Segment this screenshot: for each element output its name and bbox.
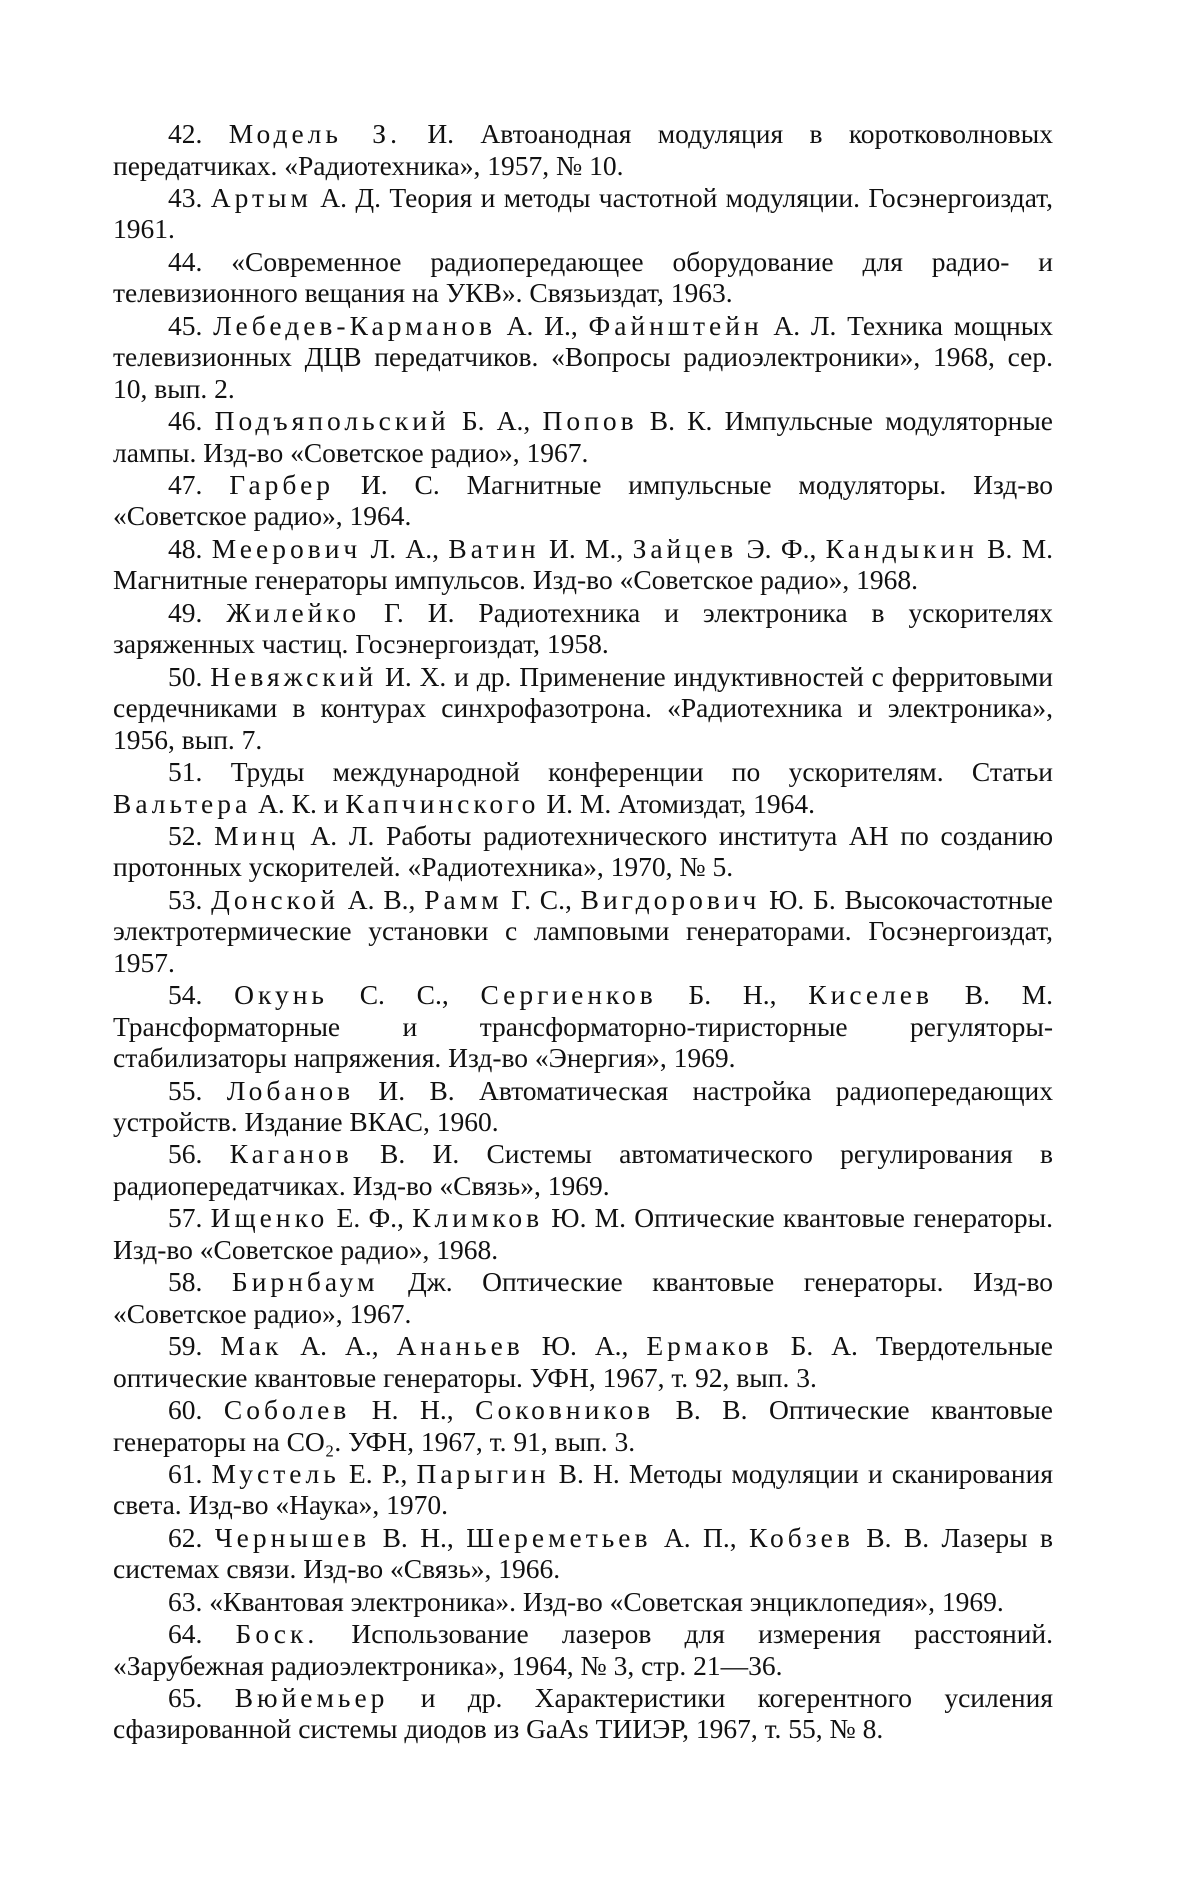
reference-author: Окунь bbox=[234, 979, 328, 1011]
reference-text: Э. Ф., bbox=[737, 532, 826, 564]
reference-text: Е. Р., bbox=[339, 1457, 417, 1489]
reference-text: А. Д. Теория и методы частотной модуляции. Госэнергоиздат, 1961. bbox=[113, 181, 1054, 245]
reference-number: 65. bbox=[168, 1681, 203, 1713]
reference-number: 47. bbox=[168, 468, 203, 500]
reference-author: Меерович bbox=[211, 532, 362, 564]
reference-text: Б. А. Твердотельные оптические квантовые генераторы. УФН, 1967, т. 92, вып. 3. bbox=[113, 1330, 1053, 1393]
reference-text: И. С. Магнитные импульсные модуляторы. Изд-во «Советское радио», 1964. bbox=[113, 468, 1054, 532]
reference-text: Ю. А., bbox=[523, 1330, 647, 1362]
reference-entry bbox=[113, 979, 1053, 1074]
reference-text: А. И., bbox=[495, 309, 589, 341]
reference-entry bbox=[113, 820, 1053, 883]
reference-entry bbox=[113, 1522, 1053, 1585]
reference-entry bbox=[113, 661, 1053, 756]
reference-text: Использование лазеров для измерения расстояний. «Зарубежная радиоэлектроника», 1964, № 3, стр. 21—36. bbox=[113, 1618, 1053, 1681]
reference-text: Ю. Б. Высокочастотные электротермические установки с ламповыми генераторами. Госэнергоиздат, 1957. bbox=[113, 883, 1053, 978]
reference-number: 48. bbox=[168, 532, 203, 564]
reference-text: И. Автоанодная модуляция в коротковолновых передатчиках. «Радиотехника», 1957, № 10. bbox=[113, 118, 1054, 181]
reference-author: Рамм bbox=[424, 883, 503, 915]
reference-number: 43. bbox=[168, 181, 203, 213]
reference-author: Боск. bbox=[235, 1618, 319, 1650]
reference-text: В. В. Оптические квантовые генераторы на CO₂. УФН, 1967, т. 91, вып. 3. bbox=[113, 1394, 1053, 1457]
reference-number: 49. bbox=[168, 596, 203, 628]
reference-entry bbox=[113, 884, 1053, 979]
reference-entry bbox=[113, 533, 1053, 596]
reference-entry bbox=[113, 1458, 1053, 1521]
reference-entry bbox=[113, 469, 1053, 532]
reference-number: 50. bbox=[168, 660, 203, 692]
reference-text: А. А., bbox=[282, 1330, 397, 1362]
reference-number: 58. bbox=[168, 1266, 203, 1298]
reference-text: А. В., bbox=[339, 883, 425, 915]
reference-author: Файнштейн bbox=[588, 309, 763, 341]
reference-text: Л. А., bbox=[361, 532, 449, 564]
reference-author: Сергиенков bbox=[480, 979, 657, 1011]
reference-number: 59. bbox=[168, 1330, 203, 1362]
reference-author: Бирнбаум bbox=[231, 1266, 379, 1298]
reference-entry bbox=[113, 1330, 1053, 1393]
reference-entry bbox=[113, 1586, 1053, 1618]
reference-entry bbox=[113, 246, 1053, 309]
reference-number: 63. bbox=[168, 1585, 203, 1617]
reference-author: Донской bbox=[211, 883, 340, 915]
reference-author: Чернышев bbox=[214, 1521, 371, 1553]
reference-list bbox=[113, 118, 1053, 1746]
reference-number: 45. bbox=[168, 309, 203, 341]
reference-text: А. Л. Работы радиотехнического института АН по созданию протонных ускорителей. «Радиотехника», 1970, № 5. bbox=[113, 819, 1053, 883]
reference-number: 62. bbox=[168, 1521, 203, 1553]
reference-number: 64. bbox=[168, 1618, 203, 1650]
reference-entry bbox=[113, 1394, 1053, 1457]
reference-entry bbox=[113, 1266, 1053, 1329]
reference-text: Б. Н., bbox=[656, 979, 809, 1011]
reference-author: Кобзев bbox=[749, 1521, 854, 1553]
reference-author: Ананьев bbox=[396, 1330, 524, 1362]
reference-author: Вальтера bbox=[113, 787, 252, 819]
reference-text: И. В. Автоматическая настройка радиопередающих устройств. Издание ВКАС, 1960. bbox=[113, 1074, 1054, 1138]
reference-entry bbox=[113, 405, 1053, 468]
reference-number: 42. bbox=[168, 118, 203, 149]
reference-number: 56. bbox=[168, 1138, 203, 1170]
reference-text: Б. А., bbox=[449, 405, 543, 437]
reference-text: А. П., bbox=[651, 1521, 750, 1553]
reference-text: А. Л. Техника мощных телевизионных ДЦВ передатчиков. «Вопросы радиоэлектроники», 1968, сер. 10, вып. 2. bbox=[113, 309, 1053, 404]
reference-author: Зайцев bbox=[632, 532, 738, 564]
reference-number: 46. bbox=[168, 405, 203, 437]
reference-entry bbox=[113, 1682, 1053, 1745]
reference-author: Ермаков bbox=[646, 1330, 773, 1362]
reference-entry bbox=[113, 118, 1053, 181]
reference-number: 54. bbox=[168, 979, 203, 1011]
reference-author: Соковников bbox=[475, 1394, 655, 1426]
reference-text: «Квантовая электроника». Изд-во «Советская энциклопедия», 1969. bbox=[209, 1585, 1004, 1617]
reference-author: Вигдорович bbox=[580, 883, 761, 915]
reference-author: Подъяпольский bbox=[214, 405, 450, 437]
reference-author: Артым bbox=[210, 181, 312, 213]
reference-entry bbox=[113, 1202, 1053, 1265]
reference-entry bbox=[113, 1618, 1053, 1681]
reference-text: А. К. и bbox=[251, 787, 346, 819]
reference-entry bbox=[113, 756, 1053, 819]
reference-text: В. К. Импульсные модуляторные лампы. Изд-во «Советское радио», 1967. bbox=[113, 405, 1053, 468]
reference-text: И. Х. и др. Применение индуктивностей с ферритовыми сердечниками в контурах синхрофазотрона. «Радиотехника и электроника», 1956, вып. 7. bbox=[113, 660, 1053, 755]
reference-text: Труды международной конференции по ускорителям. Статьи bbox=[230, 756, 1054, 788]
reference-number: 52. bbox=[168, 819, 203, 851]
reference-author: Гарбер bbox=[229, 468, 335, 500]
reference-text: В. Н. Методы модуляции и сканирования света. Изд-во «Наука», 1970. bbox=[113, 1457, 1054, 1521]
reference-text: Н. Н., bbox=[350, 1394, 476, 1426]
reference-text: В. М. Трансформаторные и трансформаторно-тиристорные регуляторы-стабилизаторы напряжения. Изд-во «Энергия», 1969. bbox=[113, 979, 1054, 1074]
reference-text: В. М. Магнитные генераторы импульсов. Изд-во «Советское радио», 1968. bbox=[113, 532, 1054, 596]
reference-number: 57. bbox=[168, 1202, 203, 1234]
reference-text: В. В. Лазеры в системах связи. Изд-во «Связь», 1966. bbox=[113, 1521, 1054, 1585]
reference-author: Киселев bbox=[808, 979, 933, 1011]
reference-author: Вюйемьер bbox=[234, 1681, 389, 1713]
reference-text: Г. И. Радиотехника и электроника в ускорителях заряженных частиц. Госэнергоиздат, 1958. bbox=[113, 596, 1053, 660]
reference-text: и др. Характеристики когерентного усиления сфазированной системы диодов из GaAs ТИИЭР, 1967, т. 55, № 8. bbox=[113, 1681, 1054, 1745]
reference-text: «Современное радиопередающее оборудование для радио- и телевизионного вещания на УКВ». Связьиздат, 1963. bbox=[113, 245, 1054, 309]
reference-author: Жилейко bbox=[226, 596, 361, 628]
reference-text: И. М. Атомиздат, 1964. bbox=[539, 787, 816, 819]
reference-number: 55. bbox=[168, 1074, 203, 1106]
reference-entry bbox=[113, 597, 1053, 660]
reference-author: Минц bbox=[214, 819, 299, 851]
reference-author: Мустель bbox=[211, 1457, 340, 1489]
reference-text: И. М., bbox=[539, 532, 633, 564]
reference-text: В. И. Системы автоматического регулирования в радиопередатчиках. Изд-во «Связь», 1969. bbox=[113, 1138, 1053, 1201]
reference-text: В. Н., bbox=[370, 1521, 467, 1553]
reference-author: Климков bbox=[412, 1202, 544, 1234]
reference-author: Ищенко bbox=[210, 1202, 329, 1234]
reference-author: Парыгин bbox=[416, 1457, 550, 1489]
reference-entry bbox=[113, 1075, 1053, 1138]
reference-entry bbox=[113, 1138, 1053, 1201]
reference-text: Дж. Оптические квантовые генераторы. Изд-во «Советское радио», 1967. bbox=[113, 1266, 1053, 1329]
reference-number: 61. bbox=[168, 1457, 203, 1489]
reference-author: Ватин bbox=[448, 532, 540, 564]
reference-number: 53. bbox=[168, 883, 203, 915]
reference-number: 60. bbox=[168, 1394, 203, 1426]
reference-author: Соболев bbox=[223, 1394, 351, 1426]
reference-author: Каганов bbox=[229, 1138, 353, 1170]
reference-author: Невяжский bbox=[210, 660, 378, 692]
reference-text: Ю. М. Оптические квантовые генераторы. Изд-во «Советское радио», 1968. bbox=[113, 1202, 1054, 1265]
reference-author: Лебедев-Карманов bbox=[213, 309, 496, 341]
reference-author: Шереметьев bbox=[466, 1521, 652, 1553]
reference-number: 51. bbox=[168, 756, 203, 788]
reference-entry bbox=[113, 310, 1053, 405]
reference-number: 44. bbox=[168, 245, 203, 277]
reference-author: Попов bbox=[542, 405, 638, 437]
reference-text: Е. Ф., bbox=[328, 1202, 413, 1234]
reference-author: Лобанов bbox=[226, 1074, 355, 1106]
reference-author: Кандыкин bbox=[825, 532, 978, 564]
reference-author: Мак bbox=[220, 1330, 283, 1362]
reference-author: Модель З. bbox=[228, 118, 401, 149]
reference-author: Капчинского bbox=[345, 787, 540, 819]
reference-text: С. С., bbox=[327, 979, 481, 1011]
reference-entry bbox=[113, 182, 1053, 245]
reference-text: Г. С., bbox=[502, 883, 581, 915]
